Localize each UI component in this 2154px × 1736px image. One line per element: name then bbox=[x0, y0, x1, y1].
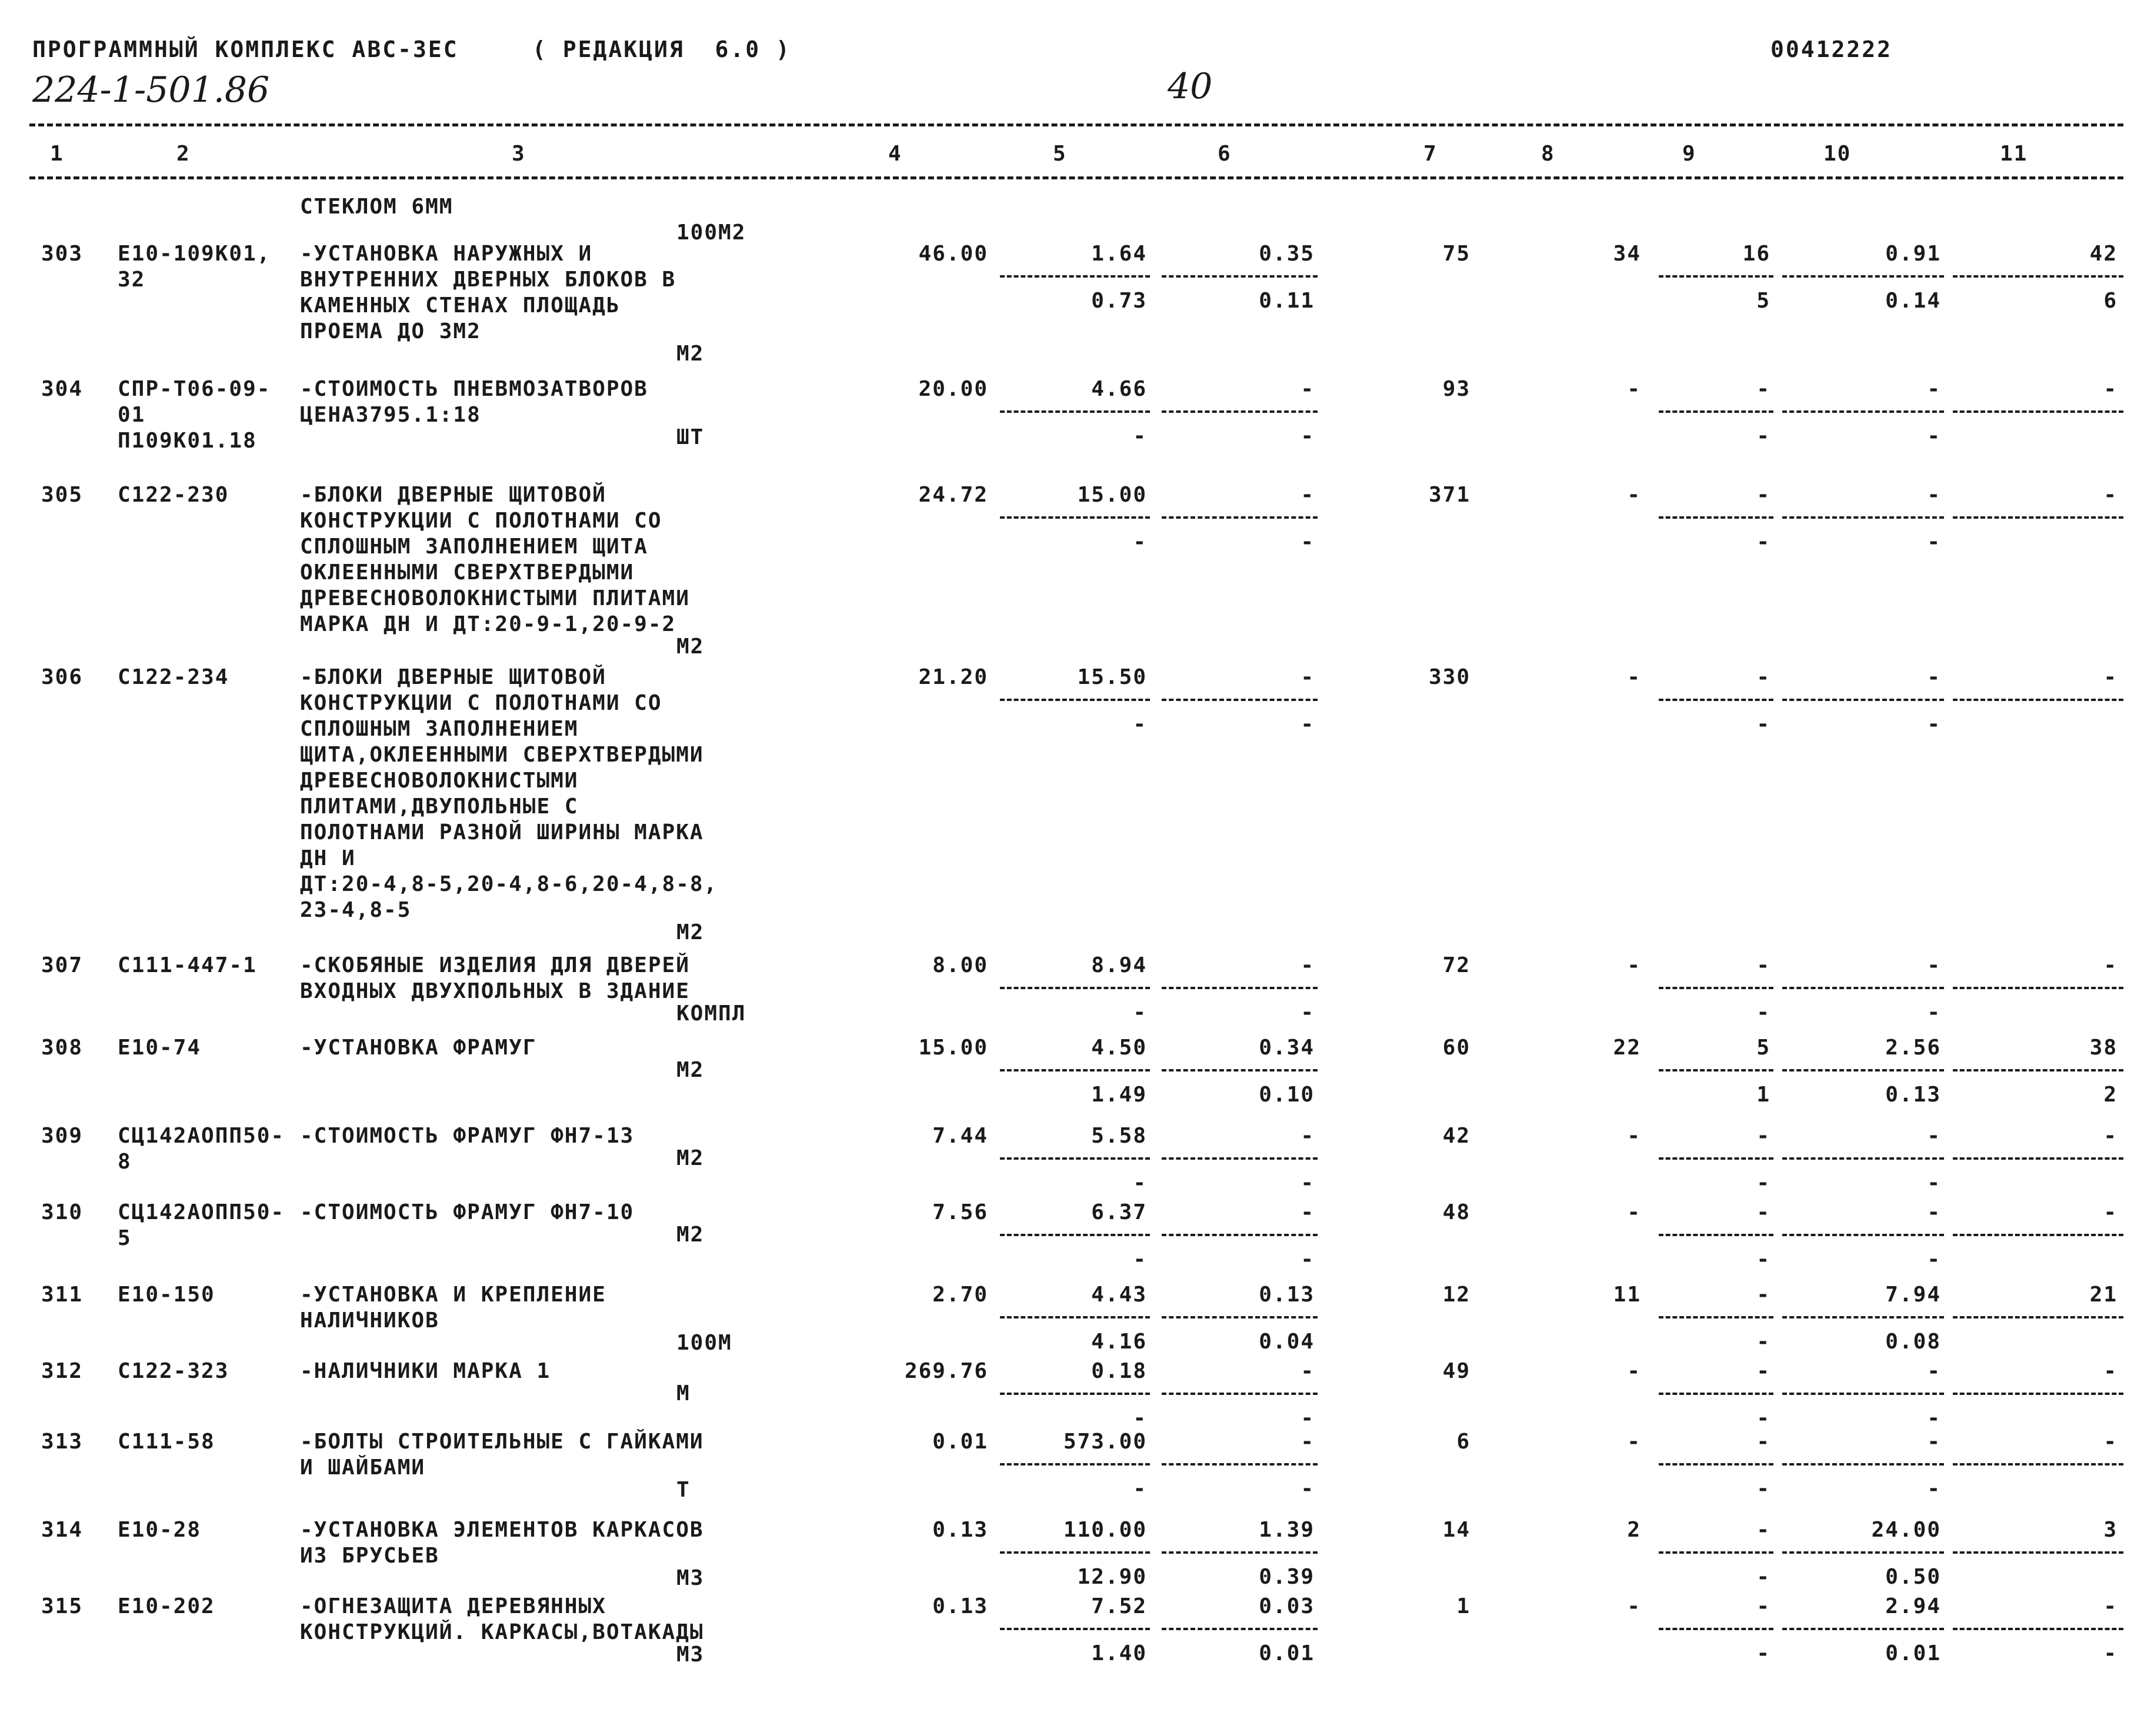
row-number: 315 bbox=[41, 1594, 84, 1618]
sub-rule-col10 bbox=[1782, 1463, 1944, 1465]
sub-rule-col10 bbox=[1782, 516, 1944, 519]
col5-value: 7.52 bbox=[1091, 1594, 1147, 1618]
sub-rule-col5 bbox=[1000, 1628, 1150, 1630]
sub-rule-col5 bbox=[1000, 1069, 1150, 1071]
col6-subvalue: - bbox=[1301, 424, 1315, 448]
sub-rule-col10 bbox=[1782, 1393, 1944, 1395]
row-unit: М2 bbox=[676, 1058, 705, 1082]
sub-rule-col5 bbox=[1000, 1551, 1150, 1554]
sub-rule-col11 bbox=[1953, 410, 2123, 413]
sub-rule-col11 bbox=[1953, 1157, 2123, 1160]
col6-subvalue: 0.39 bbox=[1259, 1565, 1315, 1589]
col6-value: 0.03 bbox=[1259, 1594, 1315, 1618]
col10-value: 7.94 bbox=[1885, 1283, 1941, 1307]
col10-value: - bbox=[1927, 483, 1941, 507]
column-header-7: 7 bbox=[1423, 142, 1438, 166]
col9-subvalue: - bbox=[1756, 1641, 1770, 1665]
sub-rule-col10 bbox=[1782, 1157, 1944, 1160]
col10-value: - bbox=[1927, 1200, 1941, 1224]
col7-value: 49 bbox=[1442, 1359, 1471, 1383]
col10-subvalue: - bbox=[1927, 1171, 1941, 1195]
col9-subvalue: - bbox=[1756, 1565, 1770, 1589]
sub-rule-col9 bbox=[1659, 1393, 1773, 1395]
col11-value: 21 bbox=[2089, 1283, 2118, 1307]
row-unit: М bbox=[676, 1381, 691, 1406]
col7-value: 6 bbox=[1456, 1430, 1471, 1454]
sub-rule-col9 bbox=[1659, 1551, 1773, 1554]
sub-rule-col9 bbox=[1659, 1316, 1773, 1318]
row-description: -СКОБЯНЫЕ ИЗДЕЛИЯ ДЛЯ ДВЕРЕЙ ВХОДНЫХ ДВУХПОЛЬНЫХ В ЗДАНИЕ bbox=[300, 953, 690, 1003]
row-unit: М2 bbox=[676, 342, 705, 366]
row-description: -СТОИМОСТЬ ФРАМУГ ФН7-13 bbox=[300, 1124, 635, 1148]
sub-rule-col6 bbox=[1162, 1393, 1318, 1395]
page-number: 40 bbox=[1168, 66, 1213, 107]
sub-rule-col5 bbox=[1000, 1316, 1150, 1318]
col5-value: 4.43 bbox=[1091, 1283, 1147, 1307]
col9-subvalue: 5 bbox=[1756, 289, 1770, 313]
col7-value: 330 bbox=[1428, 665, 1471, 689]
row-description: -БОЛТЫ СТРОИТЕЛЬНЫЕ С ГАЙКАМИ И ШАЙБАМИ bbox=[300, 1430, 704, 1480]
row-description: -СТОИМОСТЬ ПНЕВМОЗАТВОРОВ ЦЕНА3795.1:18 bbox=[300, 377, 648, 427]
col5-subvalue: - bbox=[1133, 1406, 1147, 1430]
col9-subvalue: - bbox=[1756, 1171, 1770, 1195]
col10-value: - bbox=[1927, 1124, 1941, 1148]
col9-value: 16 bbox=[1742, 242, 1770, 266]
col11-value: - bbox=[2103, 377, 2118, 401]
col6-value: - bbox=[1301, 953, 1315, 977]
col11-value: 42 bbox=[2089, 242, 2118, 266]
sub-rule-col5 bbox=[1000, 275, 1150, 278]
sub-rule-col9 bbox=[1659, 516, 1773, 519]
col10-value: - bbox=[1927, 377, 1941, 401]
col9-subvalue: - bbox=[1756, 424, 1770, 448]
col6-value: - bbox=[1301, 1200, 1315, 1224]
col5-value: 8.94 bbox=[1091, 953, 1147, 977]
row-description: -БЛОКИ ДВЕРНЫЕ ЩИТОВОЙ КОНСТРУКЦИИ С ПОЛОТНАМИ СО СПЛОШНЫМ ЗАПОЛНЕНИЕМ ЩИТА,ОКЛЕЕННЫМИ СВЕРХТВЕРДЫМИ ДРЕВЕСНОВОЛОКНИСТЫМИ ПЛИТАМИ,ДВУПОЛЬНЫЕ С ПОЛОТНАМИ РАЗНОЙ ШИРИНЫ МАРКА ДН И ДТ:20-4,8-5,20-4,8-6,20-4,8-8, 23-4,8-5 bbox=[300, 665, 718, 922]
column-header-4: 4 bbox=[888, 142, 902, 166]
row-number: 309 bbox=[41, 1124, 84, 1148]
sub-rule-col10 bbox=[1782, 1069, 1944, 1071]
col8-value: - bbox=[1627, 483, 1641, 507]
sub-rule-col10 bbox=[1782, 410, 1944, 413]
row-code: Е10-28 bbox=[118, 1518, 202, 1542]
col8-value: 34 bbox=[1613, 242, 1641, 266]
col9-subvalue: - bbox=[1756, 1330, 1770, 1354]
col5-value: 4.50 bbox=[1091, 1036, 1147, 1060]
col11-value: - bbox=[2103, 1200, 2118, 1224]
sub-rule-col10 bbox=[1782, 699, 1944, 701]
col9-subvalue: - bbox=[1756, 712, 1770, 736]
col10-value: - bbox=[1927, 953, 1941, 977]
sub-rule-col6 bbox=[1162, 1069, 1318, 1071]
col9-value: - bbox=[1756, 1124, 1770, 1148]
row-unit: 100М2 bbox=[676, 221, 746, 245]
sub-rule-col9 bbox=[1659, 1234, 1773, 1236]
row-description: -УСТАНОВКА И КРЕПЛЕНИЕ НАЛИЧНИКОВ bbox=[300, 1283, 606, 1333]
col4-value: 21.20 bbox=[918, 665, 988, 689]
row-code: С122-230 bbox=[118, 483, 229, 507]
col6-value: - bbox=[1301, 1124, 1315, 1148]
row-unit: 100М bbox=[676, 1331, 732, 1355]
col6-subvalue: 0.01 bbox=[1259, 1641, 1315, 1665]
sub-rule-col11 bbox=[1953, 699, 2123, 701]
col5-value: 573.00 bbox=[1063, 1430, 1147, 1454]
col10-value: 0.91 bbox=[1885, 242, 1941, 266]
document-code: 00412222 bbox=[1770, 36, 1893, 62]
col6-value: 0.34 bbox=[1259, 1036, 1315, 1060]
sub-rule-col10 bbox=[1782, 275, 1944, 278]
row-code: СПР-Т06-09- 01 П109К01.18 bbox=[118, 377, 271, 453]
col11-value: - bbox=[2103, 483, 2118, 507]
sub-rule-col11 bbox=[1953, 1551, 2123, 1554]
row-unit: М2 bbox=[676, 1223, 705, 1247]
row-code: С122-234 bbox=[118, 665, 229, 689]
row-description: -УСТАНОВКА ФРАМУГ bbox=[300, 1036, 537, 1060]
col10-subvalue: - bbox=[1927, 1477, 1941, 1501]
col7-value: 48 bbox=[1442, 1200, 1471, 1224]
sub-rule-col11 bbox=[1953, 1628, 2123, 1630]
sub-rule-col11 bbox=[1953, 1316, 2123, 1318]
col9-value: - bbox=[1756, 1283, 1770, 1307]
row-unit: М3 bbox=[676, 1566, 705, 1590]
col6-subvalue: - bbox=[1301, 1406, 1315, 1430]
col11-subvalue: 6 bbox=[2103, 289, 2118, 313]
col8-value: - bbox=[1627, 665, 1641, 689]
col6-value: 1.39 bbox=[1259, 1518, 1315, 1542]
col5-subvalue: - bbox=[1133, 1247, 1147, 1271]
col11-value: - bbox=[2103, 665, 2118, 689]
col9-subvalue: 1 bbox=[1756, 1083, 1770, 1107]
col6-subvalue: - bbox=[1301, 1477, 1315, 1501]
sub-rule-col10 bbox=[1782, 987, 1944, 989]
row-number: 312 bbox=[41, 1359, 84, 1383]
sub-rule-col11 bbox=[1953, 275, 2123, 278]
col6-subvalue: 0.11 bbox=[1259, 289, 1315, 313]
col7-value: 14 bbox=[1442, 1518, 1471, 1542]
sub-rule-col5 bbox=[1000, 1393, 1150, 1395]
col4-value: 24.72 bbox=[918, 483, 988, 507]
col7-value: 75 bbox=[1442, 242, 1471, 266]
sub-rule-col6 bbox=[1162, 275, 1318, 278]
col7-value: 1 bbox=[1456, 1594, 1471, 1618]
col8-value: 11 bbox=[1613, 1283, 1641, 1307]
col5-subvalue: 0.73 bbox=[1091, 289, 1147, 313]
col8-value: - bbox=[1627, 1430, 1641, 1454]
row-number: 313 bbox=[41, 1430, 84, 1454]
row-number: 307 bbox=[41, 953, 84, 977]
col5-subvalue: - bbox=[1133, 1171, 1147, 1195]
sub-rule-col10 bbox=[1782, 1234, 1944, 1236]
row-description: -БЛОКИ ДВЕРНЫЕ ЩИТОВОЙ КОНСТРУКЦИИ С ПОЛОТНАМИ СО СПЛОШНЫМ ЗАПОЛНЕНИЕМ ЩИТА ОКЛЕЕННЫМИ СВЕРХТВЕРДЫМИ ДРЕВЕСНОВОЛОКНИСТЫМИ ПЛИТАМИ МАРКА ДН И ДТ:20-9-1,20-9-2 bbox=[300, 483, 690, 636]
col5-value: 110.00 bbox=[1063, 1518, 1147, 1542]
row-unit: ШТ bbox=[676, 425, 705, 449]
sub-rule-col5 bbox=[1000, 1463, 1150, 1465]
col9-subvalue: - bbox=[1756, 1000, 1770, 1024]
sub-rule-col9 bbox=[1659, 699, 1773, 701]
sub-rule-col9 bbox=[1659, 1628, 1773, 1630]
row-unit: Т bbox=[676, 1478, 691, 1502]
col5-value: 15.00 bbox=[1077, 483, 1147, 507]
row-code: Е10-202 bbox=[118, 1594, 215, 1618]
col8-value: - bbox=[1627, 1594, 1641, 1618]
col5-subvalue: - bbox=[1133, 712, 1147, 736]
col5-subvalue: 1.49 bbox=[1091, 1083, 1147, 1107]
row-description: -НАЛИЧНИКИ МАРКА 1 bbox=[300, 1359, 551, 1383]
col9-value: - bbox=[1756, 1430, 1770, 1454]
col6-value: 0.35 bbox=[1259, 242, 1315, 266]
program-title: ПРОГРАММНЫЙ КОМПЛЕКС АВС-ЗЕС bbox=[32, 36, 459, 62]
row-description: СТЕКЛОМ 6ММ bbox=[300, 195, 454, 219]
col10-value: - bbox=[1927, 1430, 1941, 1454]
col10-subvalue: - bbox=[1927, 1000, 1941, 1024]
sub-rule-col5 bbox=[1000, 410, 1150, 413]
col9-value: - bbox=[1756, 1200, 1770, 1224]
sub-rule-col11 bbox=[1953, 1393, 2123, 1395]
col6-subvalue: 0.04 bbox=[1259, 1330, 1315, 1354]
row-code: С111-58 bbox=[118, 1430, 215, 1454]
sub-rule-col6 bbox=[1162, 987, 1318, 989]
col6-value: - bbox=[1301, 1359, 1315, 1383]
sub-rule-col11 bbox=[1953, 1069, 2123, 1071]
sub-rule-col11 bbox=[1953, 987, 2123, 989]
row-unit: М3 bbox=[676, 1642, 705, 1667]
sub-rule-col10 bbox=[1782, 1551, 1944, 1554]
col11-value: - bbox=[2103, 1430, 2118, 1454]
sub-rule-col9 bbox=[1659, 1069, 1773, 1071]
row-number: 305 bbox=[41, 483, 84, 507]
sub-rule-col6 bbox=[1162, 1628, 1318, 1630]
sub-rule-col6 bbox=[1162, 1551, 1318, 1554]
col11-value: - bbox=[2103, 1594, 2118, 1618]
col8-value: - bbox=[1627, 953, 1641, 977]
col6-subvalue: - bbox=[1301, 530, 1315, 554]
col7-value: 12 bbox=[1442, 1283, 1471, 1307]
col5-subvalue: 12.90 bbox=[1077, 1565, 1147, 1589]
column-header-9: 9 bbox=[1682, 142, 1696, 166]
row-code: СЦ142АОПП50- 5 bbox=[118, 1200, 285, 1250]
sub-rule-col6 bbox=[1162, 1463, 1318, 1465]
col6-subvalue: - bbox=[1301, 712, 1315, 736]
column-header-10: 10 bbox=[1823, 142, 1852, 166]
edition-label: ( РЕДАКЦИЯ 6.0 ) bbox=[532, 36, 791, 62]
col5-subvalue: 1.40 bbox=[1091, 1641, 1147, 1665]
col10-value: - bbox=[1927, 1359, 1941, 1383]
column-header-5: 5 bbox=[1053, 142, 1067, 166]
column-header-1: 1 bbox=[50, 142, 64, 166]
sub-rule-col6 bbox=[1162, 410, 1318, 413]
col5-value: 0.18 bbox=[1091, 1359, 1147, 1383]
col9-value: - bbox=[1756, 1518, 1770, 1542]
col4-value: 20.00 bbox=[918, 377, 988, 401]
row-code: С111-447-1 bbox=[118, 953, 257, 977]
col11-value: - bbox=[2103, 953, 2118, 977]
row-code: Е10-74 bbox=[118, 1036, 202, 1060]
col9-subvalue: - bbox=[1756, 1477, 1770, 1501]
sub-rule-col11 bbox=[1953, 516, 2123, 519]
row-code: СЦ142АОПП50- 8 bbox=[118, 1124, 285, 1174]
col5-subvalue: - bbox=[1133, 530, 1147, 554]
sub-rule-col9 bbox=[1659, 987, 1773, 989]
sub-rule-col6 bbox=[1162, 699, 1318, 701]
row-unit: М2 bbox=[676, 920, 705, 944]
col4-value: 0.13 bbox=[932, 1518, 988, 1542]
sub-rule-col5 bbox=[1000, 699, 1150, 701]
col5-subvalue: - bbox=[1133, 1000, 1147, 1024]
col7-value: 93 bbox=[1442, 377, 1471, 401]
col8-value: - bbox=[1627, 1200, 1641, 1224]
row-number: 310 bbox=[41, 1200, 84, 1224]
col4-value: 7.44 bbox=[932, 1124, 988, 1148]
col10-value: 24.00 bbox=[1871, 1518, 1941, 1542]
column-header-6: 6 bbox=[1218, 142, 1232, 166]
sub-rule-col6 bbox=[1162, 1157, 1318, 1160]
col10-subvalue: - bbox=[1927, 530, 1941, 554]
col6-value: - bbox=[1301, 483, 1315, 507]
col9-subvalue: - bbox=[1756, 1247, 1770, 1271]
col9-value: - bbox=[1756, 953, 1770, 977]
col4-value: 8.00 bbox=[932, 953, 988, 977]
col8-value: - bbox=[1627, 1359, 1641, 1383]
col5-value: 5.58 bbox=[1091, 1124, 1147, 1148]
document-number: 224-1-501.86 bbox=[32, 69, 270, 111]
col6-subvalue: - bbox=[1301, 1171, 1315, 1195]
table-header-bottom-rule bbox=[29, 176, 2123, 179]
col5-subvalue: - bbox=[1133, 1477, 1147, 1501]
sub-rule-col5 bbox=[1000, 516, 1150, 519]
col5-value: 15.50 bbox=[1077, 665, 1147, 689]
col10-value: - bbox=[1927, 665, 1941, 689]
col4-value: 7.56 bbox=[932, 1200, 988, 1224]
column-header-11: 11 bbox=[2000, 142, 2028, 166]
row-number: 304 bbox=[41, 377, 84, 401]
col10-subvalue: 0.08 bbox=[1885, 1330, 1941, 1354]
col4-value: 0.13 bbox=[932, 1594, 988, 1618]
col11-subvalue: 2 bbox=[2103, 1083, 2118, 1107]
col9-value: 5 bbox=[1756, 1036, 1770, 1060]
col11-value: - bbox=[2103, 1124, 2118, 1148]
col10-subvalue: 0.13 bbox=[1885, 1083, 1941, 1107]
sub-rule-col6 bbox=[1162, 1316, 1318, 1318]
col9-subvalue: - bbox=[1756, 530, 1770, 554]
table-top-rule bbox=[29, 123, 2123, 126]
sub-rule-col9 bbox=[1659, 410, 1773, 413]
col10-subvalue: - bbox=[1927, 1406, 1941, 1430]
col7-value: 42 bbox=[1442, 1124, 1471, 1148]
col8-value: - bbox=[1627, 377, 1641, 401]
column-header-8: 8 bbox=[1541, 142, 1555, 166]
row-number: 306 bbox=[41, 665, 84, 689]
col10-value: 2.56 bbox=[1885, 1036, 1941, 1060]
col5-value: 1.64 bbox=[1091, 242, 1147, 266]
row-description: -ОГНЕЗАЩИТА ДЕРЕВЯННЫХ КОНСТРУКЦИЙ. КАРКАСЫ,ВОТАКАДЫ bbox=[300, 1594, 704, 1644]
col6-value: - bbox=[1301, 1430, 1315, 1454]
row-number: 303 bbox=[41, 242, 84, 266]
col10-value: 2.94 bbox=[1885, 1594, 1941, 1618]
row-code: Е10-150 bbox=[118, 1283, 215, 1307]
col7-value: 72 bbox=[1442, 953, 1471, 977]
col5-subvalue: - bbox=[1133, 424, 1147, 448]
col4-value: 2.70 bbox=[932, 1283, 988, 1307]
col9-subvalue: - bbox=[1756, 1406, 1770, 1430]
col10-subvalue: - bbox=[1927, 424, 1941, 448]
col5-subvalue: 4.16 bbox=[1091, 1330, 1147, 1354]
sub-rule-col6 bbox=[1162, 1234, 1318, 1236]
col11-value: 3 bbox=[2103, 1518, 2118, 1542]
row-code: С122-323 bbox=[118, 1359, 229, 1383]
col6-value: - bbox=[1301, 377, 1315, 401]
col4-value: 269.76 bbox=[904, 1359, 988, 1383]
col4-value: 46.00 bbox=[918, 242, 988, 266]
sub-rule-col5 bbox=[1000, 987, 1150, 989]
row-number: 311 bbox=[41, 1283, 84, 1307]
col7-value: 371 bbox=[1428, 483, 1471, 507]
row-unit: КОМПЛ bbox=[676, 1001, 746, 1026]
col5-value: 4.66 bbox=[1091, 377, 1147, 401]
row-description: -СТОИМОСТЬ ФРАМУГ ФН7-10 bbox=[300, 1200, 635, 1224]
sub-rule-col5 bbox=[1000, 1157, 1150, 1160]
col10-subvalue: - bbox=[1927, 1247, 1941, 1271]
sub-rule-col10 bbox=[1782, 1316, 1944, 1318]
col9-value: - bbox=[1756, 1359, 1770, 1383]
sub-rule-col5 bbox=[1000, 1234, 1150, 1236]
col10-subvalue: 0.50 bbox=[1885, 1565, 1941, 1589]
col8-value: 22 bbox=[1613, 1036, 1641, 1060]
sub-rule-col6 bbox=[1162, 516, 1318, 519]
sub-rule-col11 bbox=[1953, 1234, 2123, 1236]
col11-subvalue: - bbox=[2103, 1641, 2118, 1665]
sub-rule-col9 bbox=[1659, 275, 1773, 278]
col10-subvalue: 0.14 bbox=[1885, 289, 1941, 313]
col11-value: - bbox=[2103, 1359, 2118, 1383]
col4-value: 0.01 bbox=[932, 1430, 988, 1454]
row-description: -УСТАНОВКА НАРУЖНЫХ И ВНУТРЕННИХ ДВЕРНЫХ БЛОКОВ В КАМЕННЫХ СТЕНАХ ПЛОЩАДЬ ПРОЕМА ДО 3М2 bbox=[300, 242, 676, 343]
row-number: 308 bbox=[41, 1036, 84, 1060]
col9-value: - bbox=[1756, 665, 1770, 689]
col10-subvalue: - bbox=[1927, 712, 1941, 736]
col5-value: 6.37 bbox=[1091, 1200, 1147, 1224]
col4-value: 15.00 bbox=[918, 1036, 988, 1060]
col8-value: 2 bbox=[1627, 1518, 1641, 1542]
row-number: 314 bbox=[41, 1518, 84, 1542]
col8-value: - bbox=[1627, 1124, 1641, 1148]
col6-value: - bbox=[1301, 665, 1315, 689]
col6-subvalue: 0.10 bbox=[1259, 1083, 1315, 1107]
col9-value: - bbox=[1756, 377, 1770, 401]
row-unit: М2 bbox=[676, 1146, 705, 1170]
sub-rule-col10 bbox=[1782, 1628, 1944, 1630]
col6-subvalue: - bbox=[1301, 1000, 1315, 1024]
col11-value: 38 bbox=[2089, 1036, 2118, 1060]
col9-value: - bbox=[1756, 483, 1770, 507]
row-unit: М2 bbox=[676, 635, 705, 659]
col6-value: 0.13 bbox=[1259, 1283, 1315, 1307]
column-header-2: 2 bbox=[176, 142, 191, 166]
col7-value: 60 bbox=[1442, 1036, 1471, 1060]
sub-rule-col11 bbox=[1953, 1463, 2123, 1465]
col9-value: - bbox=[1756, 1594, 1770, 1618]
column-header-3: 3 bbox=[512, 142, 526, 166]
sub-rule-col9 bbox=[1659, 1157, 1773, 1160]
col6-subvalue: - bbox=[1301, 1247, 1315, 1271]
row-code: Е10-109К01, 32 bbox=[118, 242, 271, 292]
col10-subvalue: 0.01 bbox=[1885, 1641, 1941, 1665]
row-description: -УСТАНОВКА ЭЛЕМЕНТОВ КАРКАСОВ ИЗ БРУСЬЕВ bbox=[300, 1518, 704, 1568]
sub-rule-col9 bbox=[1659, 1463, 1773, 1465]
